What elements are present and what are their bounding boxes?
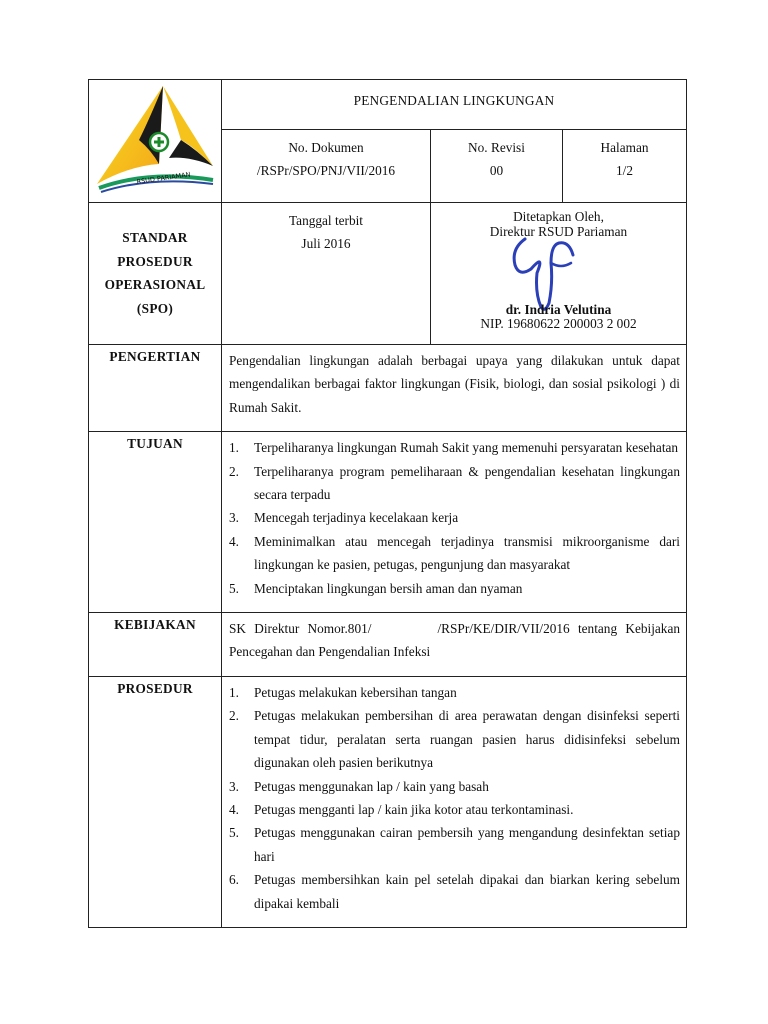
hospital-logo-cell xyxy=(89,80,222,203)
document-title: PENGENDALIAN LINGKUNGAN xyxy=(222,80,687,130)
logo-text: RSUD PARIAMAN xyxy=(136,170,191,186)
kebijakan-content xyxy=(222,613,687,677)
prosedur-line: PROSEDUR xyxy=(117,253,193,269)
list-item: 2. Terpeliharanya program pemeliharaan & pengendalian kesehatan lingkungan secara terpadu xyxy=(229,463,680,503)
no-dokumen-value: /RSPr/SPO/PNJ/VII/2016 xyxy=(256,163,396,178)
halaman-label: Halaman xyxy=(600,140,649,155)
direktur-title: Direktur RSUD Pariaman xyxy=(489,224,628,239)
tujuan-list xyxy=(229,436,680,600)
tujuan-label: TUJUAN xyxy=(89,432,222,613)
no-dokumen-cell xyxy=(222,130,431,203)
rsud-pariaman-logo xyxy=(89,80,221,202)
no-revisi-label: No. Revisi xyxy=(468,140,525,155)
no-dokumen-label: No. Dokumen xyxy=(288,140,364,155)
list-item: 5. Petugas menggunakan cairan pembersih yang mengandung desinfektan setiap hari xyxy=(229,825,680,864)
spo-label-cell xyxy=(89,203,222,345)
ditetapkan-cell xyxy=(431,203,687,345)
ditetapkan-oleh: Ditetapkan Oleh, xyxy=(513,209,604,224)
pengertian-label: PENGERTIAN xyxy=(89,345,222,432)
list-item: 3. Petugas menggunakan lap / kain yang basah xyxy=(229,778,489,794)
tanggal-terbit-value: Juli 2016 xyxy=(301,236,351,251)
list-item: 1. Terpeliharanya lingkungan Rumah Sakit yang memenuhi persyaratan kesehatan xyxy=(229,440,679,456)
halaman-cell xyxy=(563,130,687,203)
list-item: 5. Menciptakan lingkungan bersih aman dan nyaman xyxy=(229,580,523,596)
list-item: 6. Petugas membersihkan kain pel setelah dipakai dan biarkan kering sebelum dipakai kembali xyxy=(229,872,680,911)
tujuan-content xyxy=(222,432,687,613)
signer-nip: NIP. 19680622 200003 2 002 xyxy=(480,316,637,331)
spo-line: (SPO) xyxy=(136,300,174,316)
spo-table xyxy=(88,79,687,928)
tanggal-terbit-cell xyxy=(222,203,431,345)
no-revisi-value: 00 xyxy=(489,163,504,178)
no-revisi-cell xyxy=(431,130,563,203)
signer-block xyxy=(431,303,686,331)
operasional-line: OPERASIONAL xyxy=(104,277,206,292)
prosedur-list xyxy=(229,681,680,915)
kebijakan-text: SK Direktur Nomor.801/ /RSPr/KE/DIR/VII/2016 tentang Kebijakan Pencegahan dan Pengendalian Infeksi xyxy=(229,621,684,660)
list-item: 1. Petugas melakukan kebersihan tangan xyxy=(229,684,457,700)
prosedur-content xyxy=(222,676,687,927)
list-item: 4. Meminimalkan atau mencegah terjadinya transmisi mikroorganisme dari lingkungan ke pasien, petugas, pengunjung dan masyarakat xyxy=(229,533,680,573)
prosedur-label: PROSEDUR xyxy=(89,676,222,927)
tanggal-terbit-label: Tanggal terbit xyxy=(288,213,364,228)
standar-line: STANDAR xyxy=(122,230,188,245)
pengertian-text: Pengendalian lingkungan adalah berbagai upaya yang dilakukan untuk dapat mengendalikan berbagai faktor lingkungan (Fisik, biologi, dan sosial psikologi ) di Rumah Sakit. xyxy=(229,353,680,415)
list-item: 4. Petugas mengganti lap / kain jika kotor atau terkontaminasi. xyxy=(229,801,574,817)
list-item: 2. Petugas melakukan pembersihan di area perawatan dengan disinfeksi seperti tempat tidur, peralatan serta ruangan pasien harus didisinfeksi sebelum digunakan oleh pasien berikutnya xyxy=(229,708,680,771)
signer-name: dr. Indria Velutina xyxy=(505,302,612,317)
halaman-value: 1/2 xyxy=(616,163,633,178)
pengertian-content xyxy=(222,345,687,432)
list-item: 3. Mencegah terjadinya kecelakaan kerja xyxy=(229,510,459,526)
spo-document xyxy=(88,79,686,911)
kebijakan-label: KEBIJAKAN xyxy=(89,613,222,677)
